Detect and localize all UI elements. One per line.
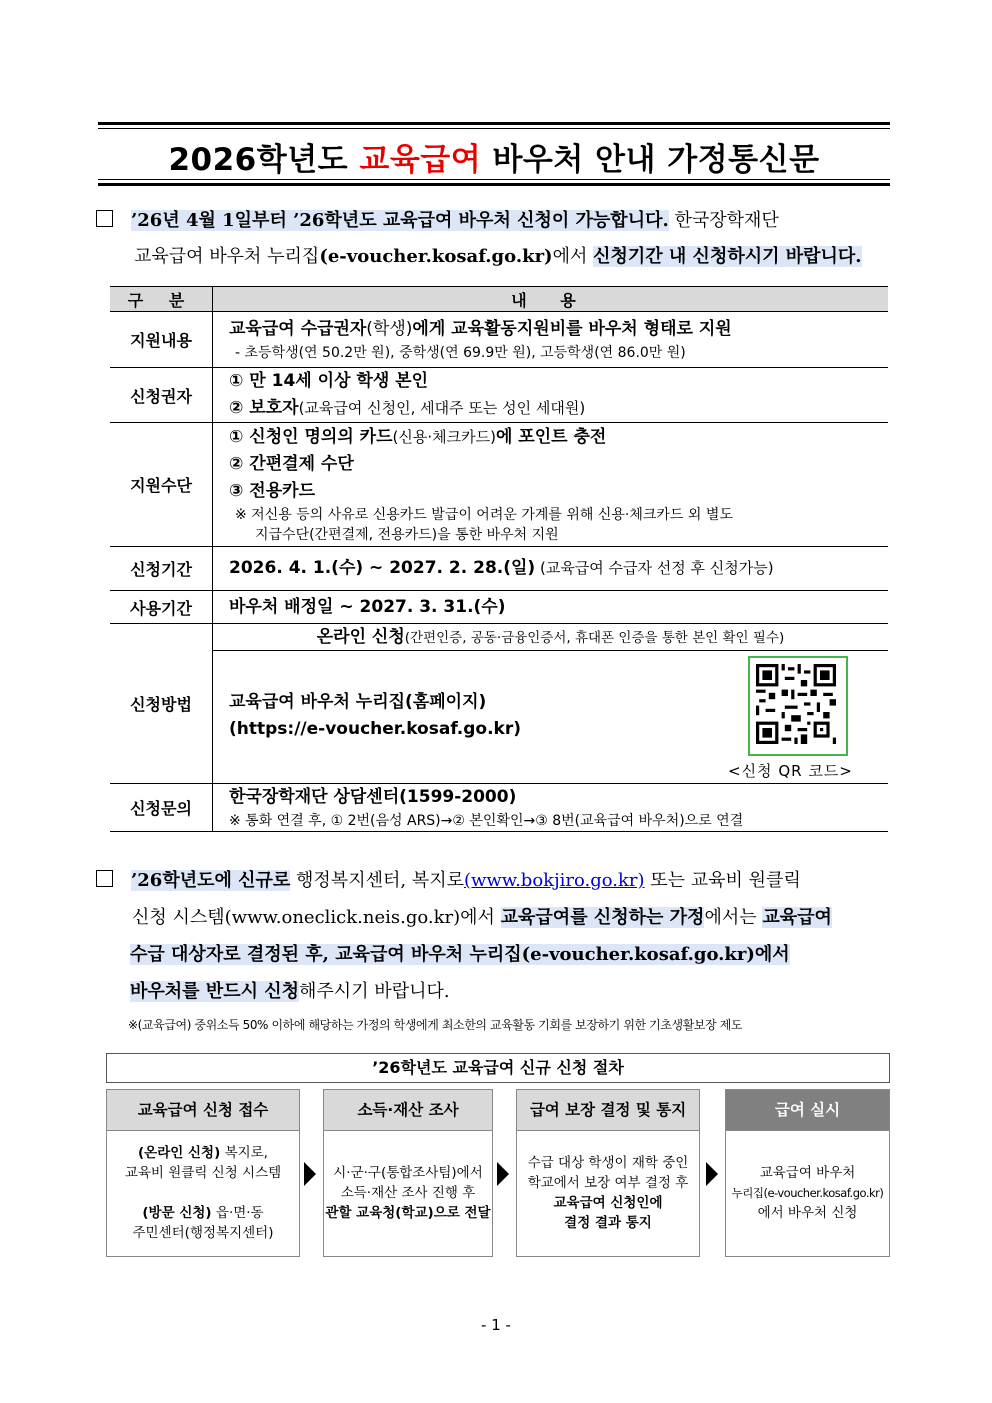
row-label-method: 신청방법: [110, 624, 213, 784]
arrow-right-icon: [304, 1162, 316, 1186]
flow-title: ’26학년도 교육급여 신규 신청 절차: [106, 1053, 890, 1083]
row-label-usage: 사용기간: [110, 591, 213, 624]
step-4-body: 교육급여 바우처 누리집(e-voucher.kosaf.go.kr) 에서 바우처 신청: [725, 1130, 890, 1257]
table-head-content: 내 용: [213, 287, 889, 312]
row-label-means: 지원수단: [110, 423, 213, 547]
intro-paragraph: ’26년 4월 1일부터 ’26학년도 교육급여 바우처 신청이 가능합니다. 한국장학재단 교육급여 바우처 누리집(e-voucher.kosaf.go.kr)에서 신청기간 내 신청하시기 바랍니다.: [96, 203, 896, 275]
arrow-right-icon: [706, 1162, 718, 1186]
row-label-period: 신청기간: [110, 547, 213, 591]
arrow-right-icon: [497, 1162, 509, 1186]
checkbox-icon: [96, 210, 113, 227]
step-3-body: 수급 대상 학생이 재학 중인 학교에서 보장 여부 결정 후 교육급여 신청인에 결정 결과 통지: [516, 1130, 700, 1257]
step-4-head: 급여 실시: [725, 1089, 890, 1131]
title-box: [98, 122, 890, 186]
row-label-support: 지원내용: [110, 312, 213, 368]
step-1-head: 교육급여 신청 접수: [106, 1089, 300, 1131]
step-2-head: 소득·재산 조사: [323, 1089, 493, 1131]
new-applicant-paragraph: ’26학년도에 신규로 행정복지센터, 복지로(www.bokjiro.go.kr) 또는 교육비 원클릭 신청 시스템(www.oneclick.neis.go.kr)에서 교육급여를 신청하는 가정에서는 교육급여 수급 대상자로 결정된 후, 교육급여 바우처 누리집(e-voucher.kosaf.go.kr)에서 바우처를 반드시 신청해주시기 바랍니다.: [96, 862, 896, 1010]
bokjiro-link[interactable]: (www.bokjiro.go.kr): [463, 870, 645, 891]
page-title: 2026학년도 교육급여 바우처 안내 가정통신문: [168, 142, 820, 178]
info-table: 구 분 내 용 지원내용 교육급여 수급권자(학생)에게 교육활동지원비를 바우처 형태로 지원 - 초등학생(연 50.2만 원), 중학생(연 69.9만 원), 고등학생(연 86.0만 원) 신청권자 ① 만 14세 이상 학생 본인 ② 보호자(교육급여 신청인, 세대주 또는 성인 세대원) 지원수단 ① 신청인 명의의 카드(신용·체크카드)에 포인트 충전 ② 간편결제 수단 ③ 전용카드 ※ 저신용 등의 사유로 신용카드 발급이 어려운 가계를 위해 신용·체크카드 외 별도 지급수단(간편결제, 전용카드)을 통한 바우처 지원 신청기간 2026. 4. 1.(수) ~ 2027. 2. 28.(일) (교육급여 수급자 선정 후 신청가능) 사용기간 바우처 배정일 ~ 2027. 3. 31.(수) 신청방법 온라인 신청(간편인증, 공동·금융인증서, 휴대폰 인증을 통한 본인 확인 필수) 교육급여 바우처 누리집(홈페이지) (https://e-voucher.kosaf.go.kr) 신청문의 한국장학재단 상담센터(1599-2000) ※ 통화 연결 후, ① 2번(음성 ARS)→② 본인확인→③ 8번(교육급여 바우처)으로 연결: [110, 286, 888, 832]
title-highlight: 교육급여: [359, 142, 482, 178]
table-head-label: 구 분: [110, 287, 213, 312]
step-3-head: 급여 보장 결정 및 통지: [516, 1089, 700, 1131]
footnote: ※(교육급여) 중위소득 50% 이하에 해당하는 가정의 학생에게 최소한의 교육활동 기회를 보장하기 위한 기초생활보장 제도: [128, 1018, 743, 1032]
qr-caption: <신청 QR 코드>: [728, 762, 853, 780]
row-label-applicant: 신청권자: [110, 368, 213, 423]
page-number: - 1 -: [481, 1316, 511, 1334]
step-2-body: 시·군·구(통합조사팀)에서 소득·재산 조사 진행 후 관할 교육청(학교)으로 전달: [323, 1130, 493, 1257]
checkbox-icon: [96, 870, 113, 887]
qr-code[interactable]: [748, 656, 848, 756]
row-label-inquiry: 신청문의: [110, 784, 213, 832]
site-url[interactable]: (https://e-voucher.kosaf.go.kr): [229, 719, 522, 739]
site-name: 교육급여 바우처 누리집(홈페이지): [229, 692, 487, 712]
step-1-body: (온라인 신청) 복지로, 교육비 원클릭 신청 시스템 (방문 신청) 읍·면·동 주민센터(행정복지센터): [106, 1130, 300, 1257]
